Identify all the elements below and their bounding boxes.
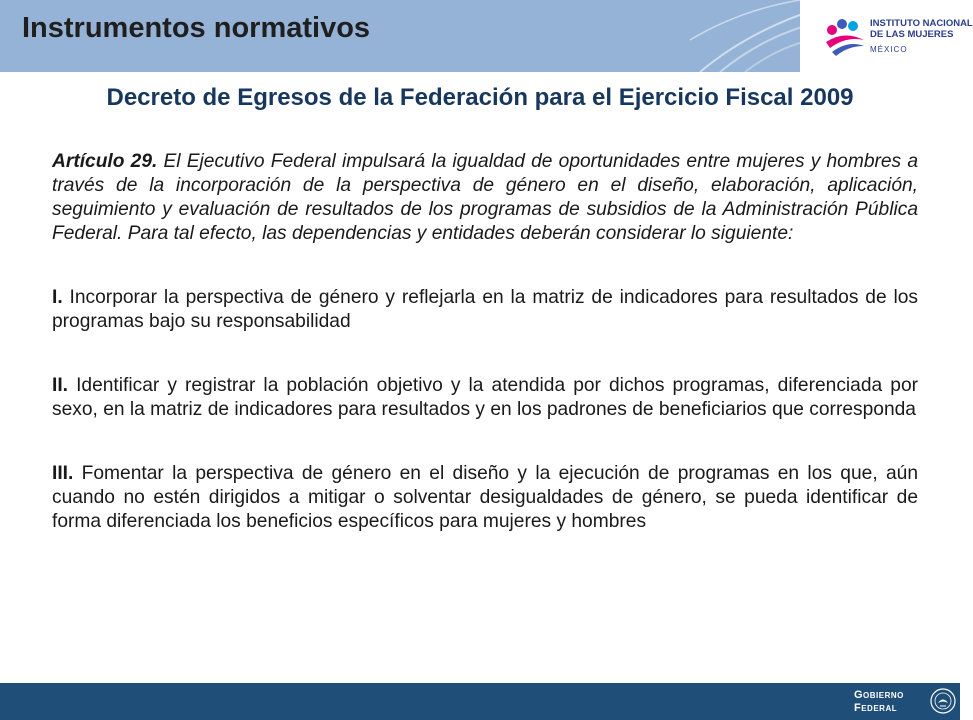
inmujeres-emblem-icon xyxy=(822,14,868,60)
list-item xyxy=(52,462,918,534)
gobierno-line2: Federal xyxy=(854,702,898,714)
header-bar xyxy=(0,0,973,72)
article-paragraph xyxy=(52,150,918,246)
list-item xyxy=(52,286,918,334)
gobierno-text xyxy=(854,689,904,715)
item-number: III. xyxy=(52,463,74,484)
inmujeres-logo xyxy=(822,14,973,60)
gobierno-line1: Gobierno xyxy=(854,689,904,701)
item-text: Identificar y registrar la población objetivo y la atendida por dichos programas, diferenciada por sexo, en la matriz de indicadores para resultados y en los padrones de beneficiarios que corresponda xyxy=(52,375,918,420)
article-label: Artículo 29. xyxy=(52,151,158,172)
item-number: II. xyxy=(52,375,68,396)
article-text: El Ejecutivo Federal impulsará la igualdad de oportunidades entre mujeres y hombres a través de la incorporación de la perspectiva de género en el diseño, elaboración, aplicación, seguimiento y evaluación de resultados de los programas de subsidios de la Administración Pública Federal. Para tal efecto, las dependencias y entidades deberán considerar lo siguiente: xyxy=(52,151,918,244)
logo-line2: DE LAS MUJERES xyxy=(870,29,954,40)
list-item xyxy=(52,374,918,422)
footer-bar xyxy=(0,683,960,720)
item-number: I. xyxy=(52,287,63,308)
page-title: Instrumentos normativos xyxy=(22,12,371,44)
gobierno-federal-logo xyxy=(852,686,958,718)
logo-line1: INSTITUTO NACIONAL xyxy=(870,18,973,29)
logo-country: MÉXICO xyxy=(870,45,908,54)
national-seal-icon xyxy=(930,688,956,714)
item-text: Incorporar la perspectiva de género y reflejarla en la matriz de indicadores para resultados de los programas bajo su responsabilidad xyxy=(52,287,918,332)
logo-name xyxy=(870,18,973,40)
document-body xyxy=(52,150,918,574)
item-text: Fomentar la perspectiva de género en el diseño y la ejecución de programas en los que, aún cuando no estén dirigidos a mitigar o solventar desigualdades de género, se pueda identificar de forma diferenciada los beneficios específicos para mujeres y hombres xyxy=(52,463,918,532)
document-subtitle: Decreto de Egresos de la Federación para el Ejercicio Fiscal 2009 xyxy=(106,84,854,111)
